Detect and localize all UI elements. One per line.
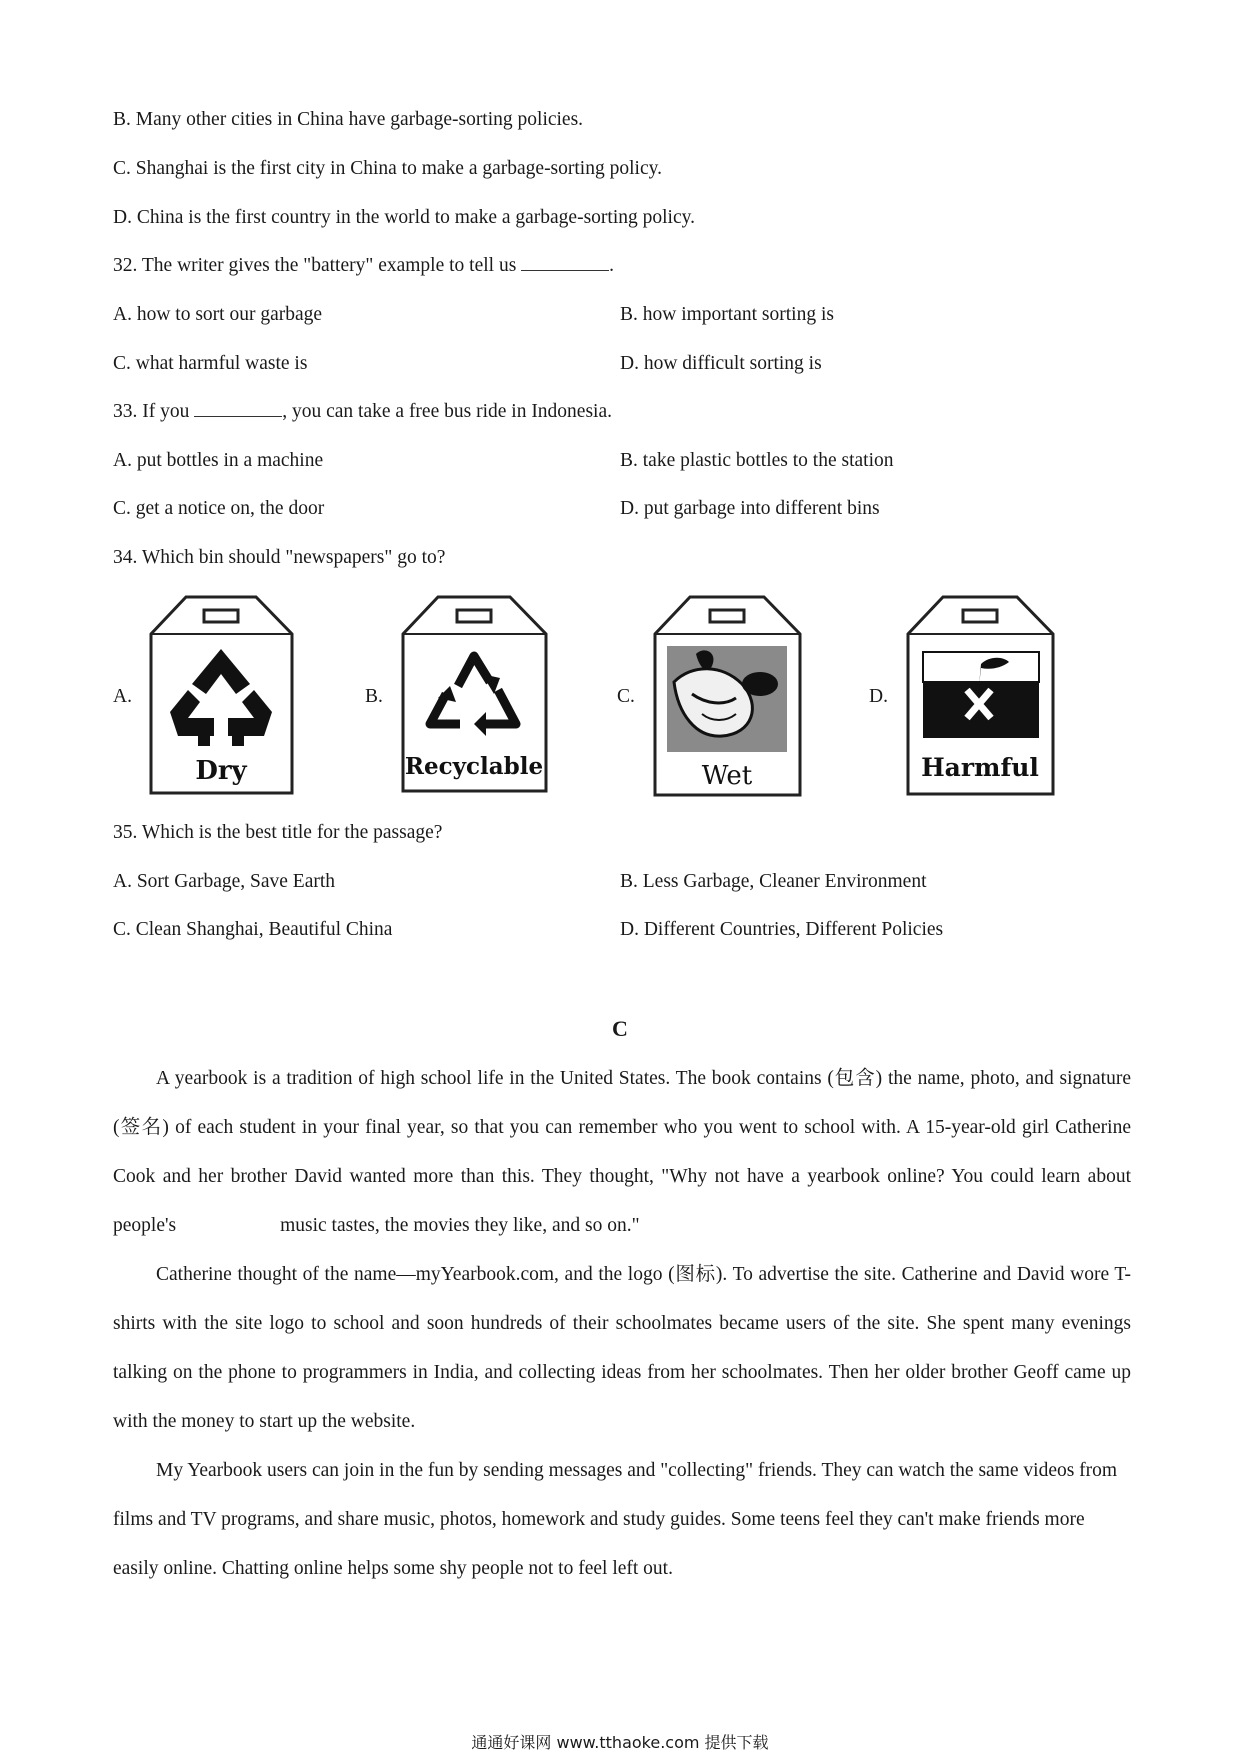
paragraph-1: A yearbook is a tradition of high school life in the United States. The book contains (包含) the name, photo, and signature (签名) of each student in your final year, so that you can remember who you went to school with. A 15-year-old girl Catherine Cook and her brother David wanted more than this. They thought, "Why not have a yearbook online? You could learn about people's music tastes, the movies they like, and so on." xyxy=(113,1068,1131,1236)
section-title: C xyxy=(612,1016,628,1041)
q33-option-c: C. get a notice on, the door xyxy=(113,498,325,519)
q32-option-a: A. how to sort our garbage xyxy=(113,304,323,325)
q33-option-d: D. put garbage into different bins xyxy=(620,498,880,519)
bin-harmful xyxy=(905,594,1055,797)
bin-wet xyxy=(652,594,802,798)
q32-option-c: C. what harmful waste is xyxy=(113,353,308,374)
harmful-waste-icon xyxy=(923,652,1039,738)
q35-option-d: D. Different Countries, Different Policies xyxy=(620,919,944,940)
wet-waste-icon xyxy=(667,646,787,752)
bin-recyclable xyxy=(400,594,548,794)
q31-option-d: D. China is the first country in the world to make a garbage-sorting policy. xyxy=(113,207,695,228)
q35-option-a: A. Sort Garbage, Save Earth xyxy=(113,871,336,892)
bin-label-harmful: Harmful xyxy=(921,753,1039,782)
bin-label-dry: Dry xyxy=(195,756,247,786)
q34-option-b-letter: B. xyxy=(365,686,383,707)
q32-option-b: B. how important sorting is xyxy=(620,304,834,325)
q34-option-a-letter: A. xyxy=(113,686,132,707)
bin-label-recyclable: Recyclable xyxy=(404,753,544,780)
q35-option-b: B. Less Garbage, Cleaner Environment xyxy=(620,871,927,892)
q35-stem: 35. Which is the best title for the passage? xyxy=(113,822,443,843)
paragraph-3: My Yearbook users can join in the fun by sending messages and "collecting" friends. They can watch the same videos from films and TV programs, and share music, photos, homework and study guides. Some teens feel they can't make friends more easily online. Chatting online helps some shy people not to feel left out. xyxy=(113,1460,1118,1579)
q32-option-d: D. how difficult sorting is xyxy=(620,353,822,374)
answer-blank xyxy=(521,254,609,271)
q32-stem: 32. The writer gives the "battery" example to tell us . xyxy=(113,255,615,276)
footer-watermark: 通通好课网 www.tthaoke.com 提供下载 xyxy=(471,1733,769,1752)
q34-option-c-letter: C. xyxy=(617,686,635,707)
bin-label-wet: Wet xyxy=(701,761,753,791)
answer-blank xyxy=(194,400,282,417)
q33-option-a: A. put bottles in a machine xyxy=(113,450,324,471)
q34-stem: 34. Which bin should "newspapers" go to? xyxy=(113,547,446,568)
q34-option-d-letter: D. xyxy=(869,686,888,707)
paragraph-2: Catherine thought of the name—myYearbook.com, and the logo (图标). To advertise the site. Catherine and David wore T-shirts with the site logo to school and soon hundreds of their schoolmates became users of the site. She spent many evenings talking on the phone to programmers in India, and collecting ideas from her schoolmates. Then her older brother Geoff came up with the money to start up the website. xyxy=(113,1264,1131,1432)
passage-c xyxy=(113,1054,1131,1593)
q35-option-c: C. Clean Shanghai, Beautiful China xyxy=(113,919,393,940)
bin-dry xyxy=(148,594,294,796)
q31-option-c: C. Shanghai is the first city in China to make a garbage-sorting policy. xyxy=(113,158,662,179)
q33-stem: 33. If you , you can take a free bus ride in Indonesia. xyxy=(113,401,612,422)
q33-option-b: B. take plastic bottles to the station xyxy=(620,450,894,471)
q31-option-b: B. Many other cities in China have garbage-sorting policies. xyxy=(113,109,584,130)
